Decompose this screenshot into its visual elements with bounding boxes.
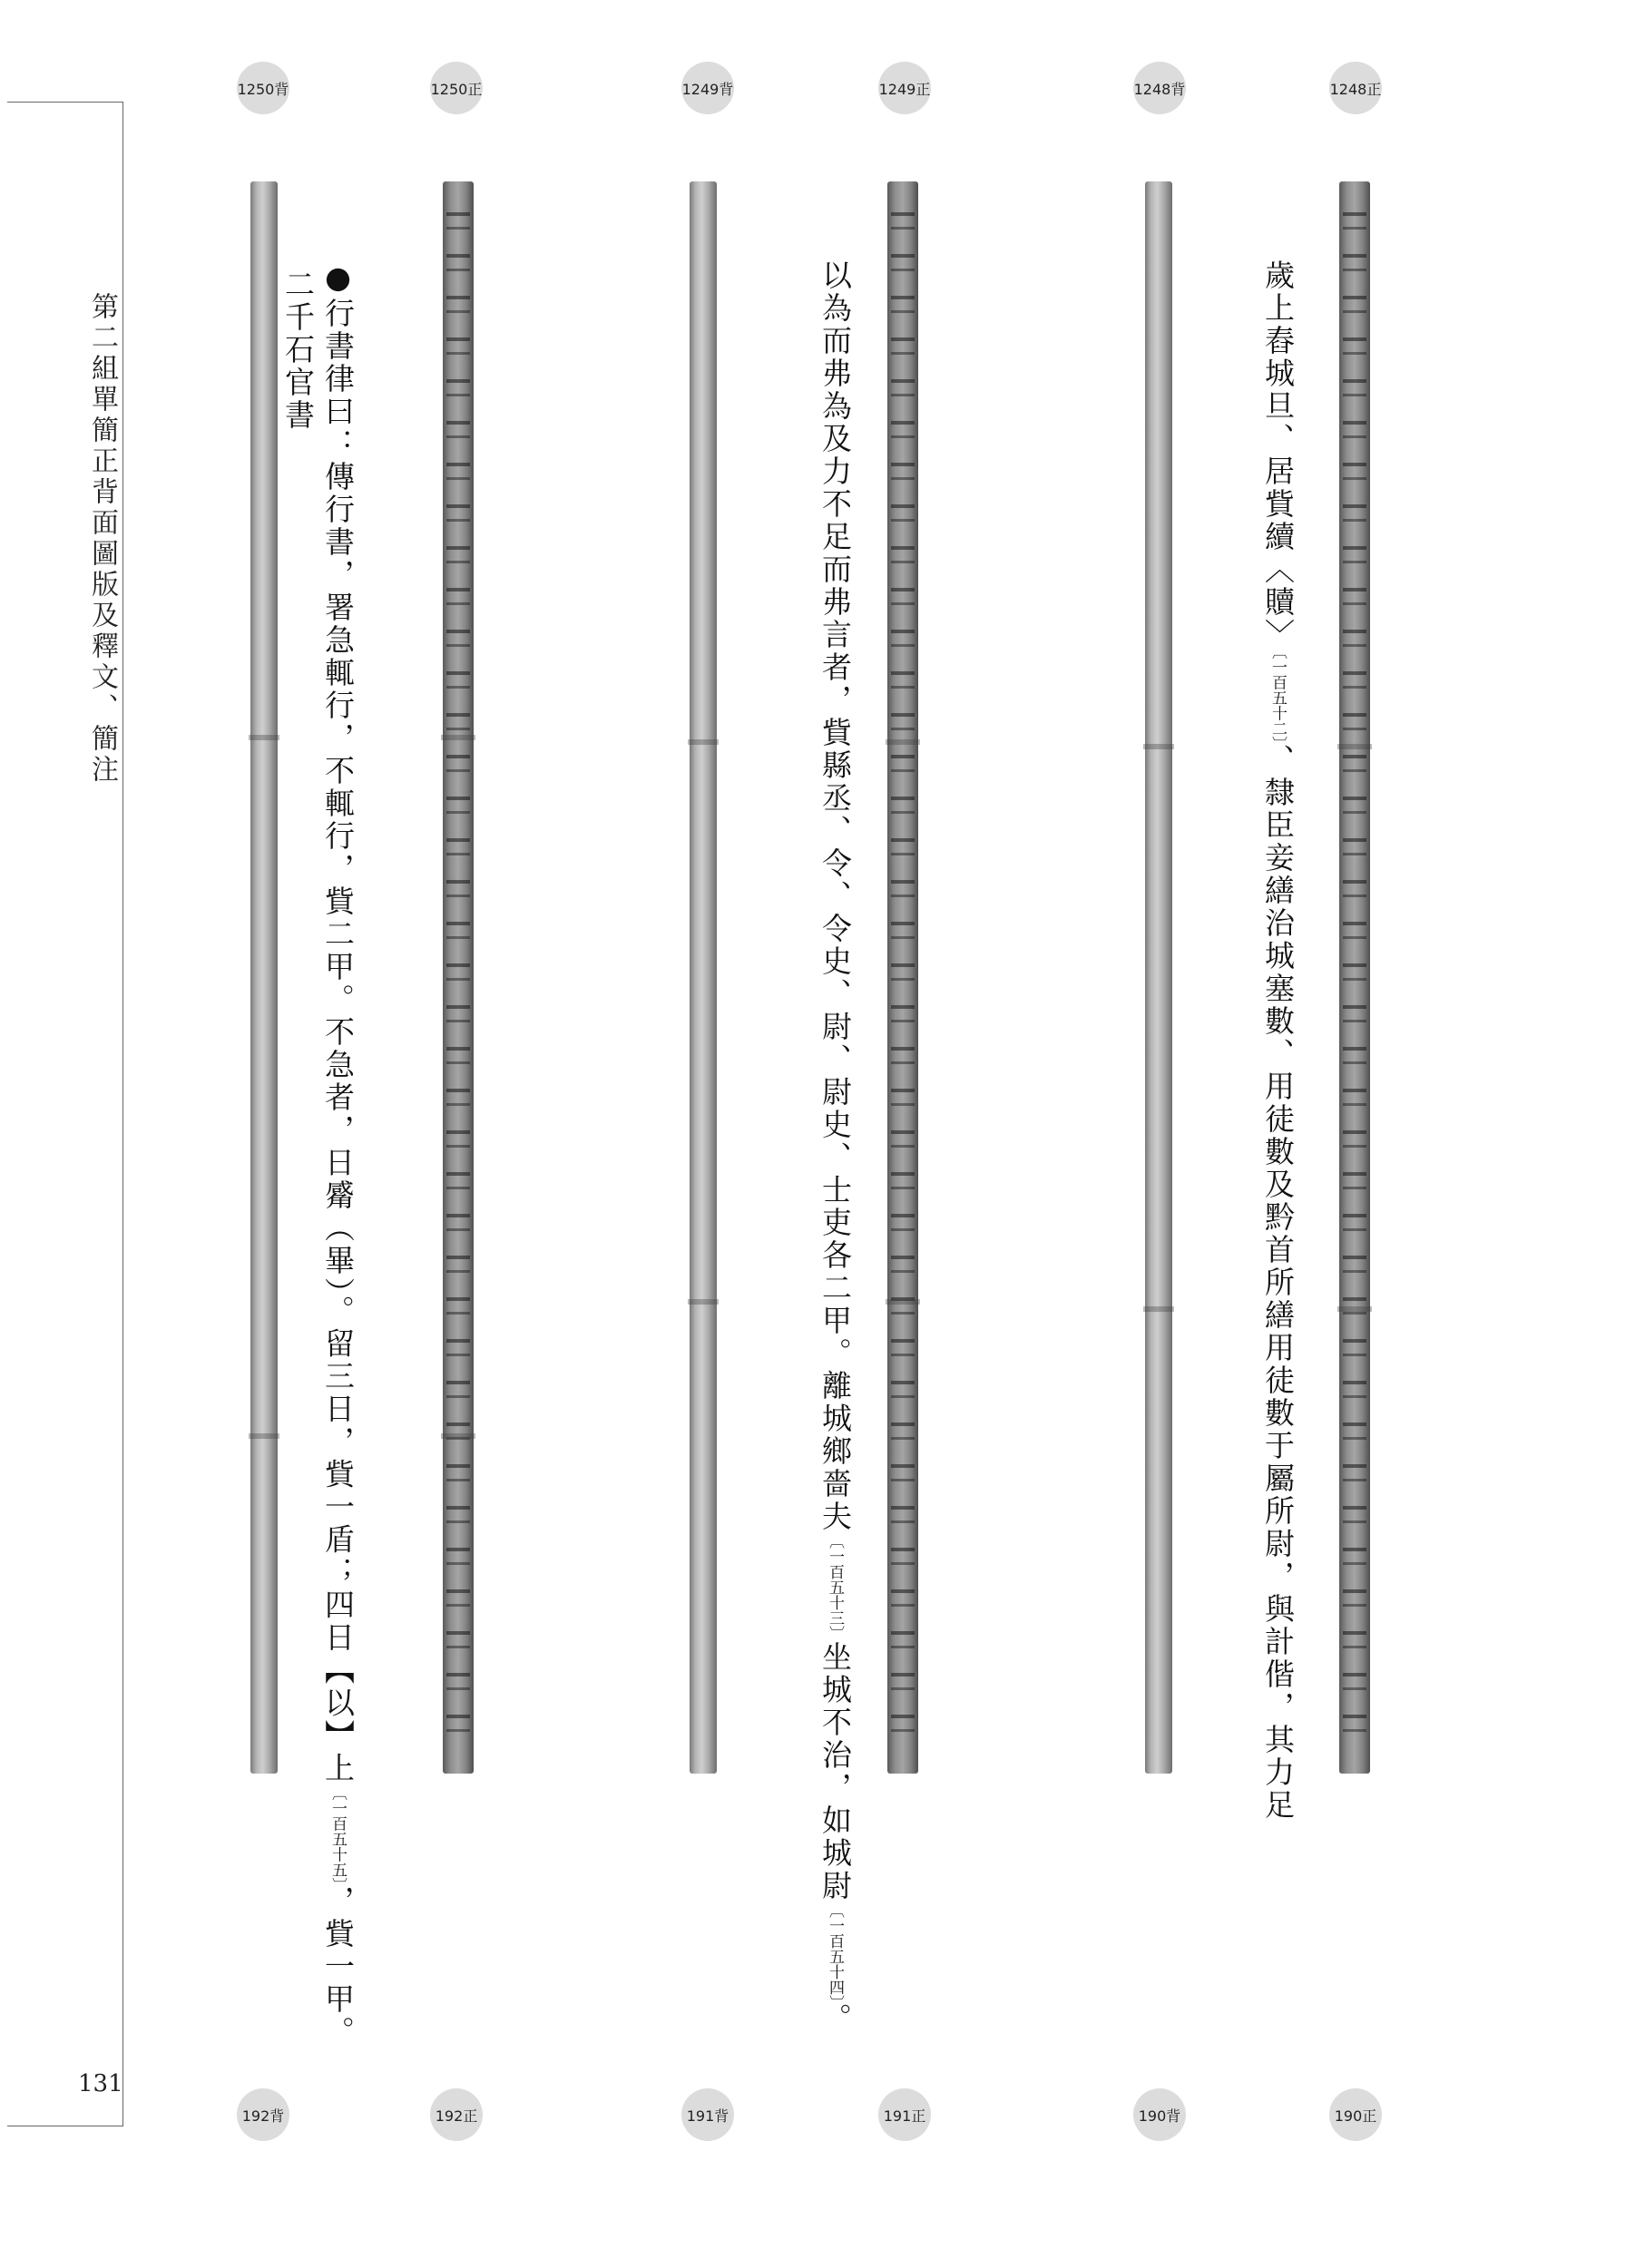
- transcription-191-part1: 以為而弗為及力不足而弗言者，貲縣丞、令、令史、尉、尉史、士吏各二甲。離城鄉嗇夫: [818, 259, 853, 1533]
- slip-label-191-back: 191背: [681, 2088, 734, 2141]
- slip-label-1250-back: 1250背: [237, 62, 289, 114]
- slip-label-192-front: 192正: [430, 2088, 483, 2141]
- slip-label-1249-front: 1249正: [878, 62, 931, 114]
- bamboo-slip-192-back: [250, 181, 278, 1774]
- transcription-191-part3: 。: [818, 2002, 853, 2036]
- slip-label-190-back: 190背: [1133, 2088, 1186, 2141]
- slip-label-1250-front: 1250正: [430, 62, 483, 114]
- footnote-marker-154: 〔一百五十四〕: [826, 1902, 844, 2003]
- footnote-marker-155: 〔一百五十五〕: [328, 1784, 347, 1885]
- transcription-192-line1: [320, 259, 356, 2048]
- slip-label-192-back: 192背: [237, 2088, 289, 2141]
- slip-label-191-front: 191正: [878, 2088, 931, 2141]
- slip-label-1248-front: 1248正: [1329, 62, 1382, 114]
- slip-label-190-front: 190正: [1329, 2088, 1382, 2141]
- transcription-191: [817, 259, 853, 2036]
- slip-label-1248-back: 1248背: [1133, 62, 1186, 114]
- transcription-192: [319, 259, 356, 2048]
- transcription-191-part2: 坐城不治，如城尉: [818, 1641, 853, 1902]
- bamboo-slip-191-back: [690, 181, 717, 1774]
- bamboo-slip-191-front: [887, 181, 918, 1774]
- bamboo-slip-190-back: [1145, 181, 1172, 1774]
- transcription-192-line2: 二千石官書: [280, 269, 316, 432]
- transcription-190: [1259, 259, 1296, 1822]
- transcription-190-part1: 歲上舂城旦、居貲續〈贖〉: [1260, 259, 1296, 651]
- footnote-marker-152: 〔一百五十二〕: [1268, 651, 1287, 744]
- transcription-192-part2: ，貲一甲。: [320, 1885, 356, 2048]
- page-number: 131: [78, 2070, 123, 2097]
- transcription-190-part2: 、隸臣妾繕治城塞數、用徒數及黔首所繕用徒數于屬所尉，與計偕，其力足: [1260, 744, 1296, 1822]
- footnote-marker-153: 〔一百五十三〕: [826, 1533, 844, 1641]
- bamboo-slip-190-front: [1339, 181, 1370, 1774]
- slip-label-1249-back: 1249背: [681, 62, 734, 114]
- running-header: 第二組單簡正背面圖版及釋文、簡注: [86, 292, 118, 786]
- transcription-192-part1: ●行書律曰：傳行書，署急輒行，不輒行，貲二甲。不急者，日觱（畢）。留三日，貲一盾；四日【以】上: [320, 259, 356, 1785]
- bamboo-slip-192-front: [443, 181, 474, 1774]
